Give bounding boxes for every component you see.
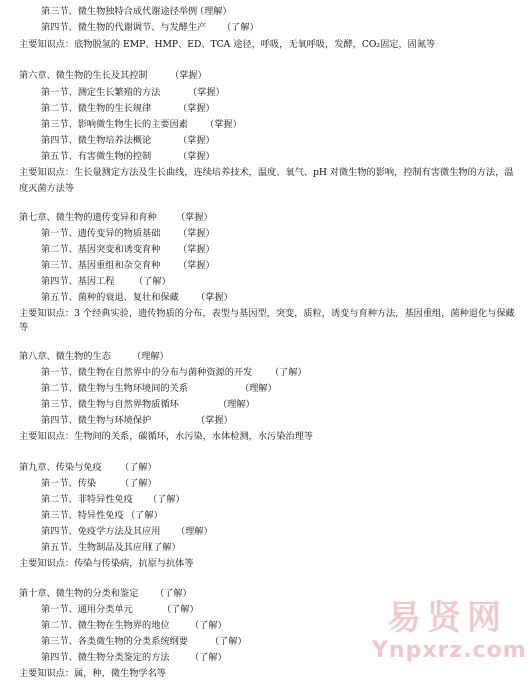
level-label: （了解） (148, 494, 185, 505)
line-text: 第一节、通用分类单元 (41, 604, 133, 615)
section-item (41, 542, 181, 554)
line-text: 主要知识点：生物间的关系，碳循环，水污染，水体检测，水污染治理等 (19, 431, 313, 442)
section-item (41, 383, 277, 395)
level-label: （了解） (144, 542, 181, 553)
section-item (41, 399, 255, 411)
line-text: 第四节、微生物分类鉴定的方法 (41, 652, 170, 663)
line-text: 第四节、微生物与环境保护 (41, 415, 152, 426)
line-text: 第一节、遗传变异的物质基础 (41, 228, 161, 239)
level-label: （掌握） (188, 87, 225, 98)
key-points (19, 39, 435, 51)
chapter-heading (19, 588, 192, 600)
level-label: （了解） (190, 620, 227, 631)
line-text: 第三节、特异性免疫 (41, 510, 124, 521)
line-text: 主要知识点：3 个经典实验，遗传物质的分布，表型与基因型，突变，质粒，诱变与育种方法，基因重组，菌种退化与保藏 (19, 308, 515, 319)
level-label: （掌握） (196, 292, 233, 303)
line-text: 第二节、微生物的生长规律 (41, 103, 152, 114)
key-points (19, 308, 515, 320)
line-text: 第三节、基因重组和杂交育种 (41, 260, 161, 271)
level-label: （了解） (162, 604, 199, 615)
line-text: 等 (19, 322, 29, 333)
level-label: （了解） (155, 588, 192, 599)
line-text: 第七章、微生物的遗传变异和育种 (19, 212, 157, 223)
section-item (41, 22, 259, 34)
line-text: 第一节、微生物在自然界中的分布与菌种资源的开发 (41, 367, 253, 378)
line-text: 第二节、基因突变和诱变育种 (41, 244, 161, 255)
level-label: （了解） (120, 462, 157, 473)
watermark-logo (372, 598, 527, 678)
section-item (41, 526, 213, 538)
key-points (19, 431, 313, 443)
line-text: 主要知识点：属，种，微生物学名等 (19, 668, 166, 679)
level-label: （了解） (134, 276, 171, 287)
level-label: （掌握） (178, 244, 215, 255)
section-item (41, 636, 247, 648)
watermark-cn: 易贤网 (387, 598, 507, 638)
level-label: （掌握） (178, 135, 215, 146)
watermark-en: Ynpxrz.com (372, 638, 527, 663)
section-item (41, 276, 171, 288)
section-item (41, 292, 233, 304)
line-text: 第五节、有害微生物的控制 (41, 151, 152, 162)
line-text: 第六章、微生物的生长及其控制 (19, 70, 148, 81)
line-text: 第十章、微生物的分类和鉴定 (19, 588, 139, 599)
chapter-heading (19, 351, 169, 363)
key-points-continued (19, 183, 74, 195)
line-text: 主要知识点：生长量测定方法及生长曲线，连续培养技术，温度、氧气、pH 对微生物的影响，控制有害微生物的方法，温 (19, 167, 514, 178)
key-points (19, 167, 514, 179)
level-label: （了解） (190, 652, 227, 663)
level-label: （掌握） (178, 260, 215, 271)
line-text: 第二节、非特异性免疫 (41, 494, 133, 505)
line-text: 第九章、传染与免疫 (19, 462, 102, 473)
line-text: 第四节、微生物培养法概论 (41, 135, 152, 146)
line-text: 第一节、传染 (41, 478, 97, 489)
line-text: 第八章、微生物的生态 (19, 351, 111, 362)
section-item (41, 135, 215, 147)
level-label: （了解） (126, 510, 163, 521)
level-label: （了解） (270, 367, 307, 378)
section-item (41, 604, 199, 616)
line-text: 主要知识点：底物脱氢的 EMP、HMP、ED、TCA 途径，呼吸，无氧呼吸，发酵，CO₂固定，固氮等 (19, 39, 436, 50)
line-text: 第二节、微生物在生物界的地位 (41, 620, 170, 631)
section-item (41, 415, 233, 427)
level-label: （掌握） (196, 415, 233, 426)
key-points (19, 668, 166, 680)
level-label: （掌握） (170, 70, 207, 81)
section-item (41, 6, 232, 18)
line-text: 第三节、微生物独特合成代谢途径举例 (41, 6, 198, 17)
line-text: 第一节、测定生长繁殖的方法 (41, 87, 161, 98)
line-text: 第五节、生物制品及其应用 (41, 542, 152, 553)
level-label: （掌握） (178, 151, 215, 162)
line-text: 第三节、微生物与自然界物质循环 (41, 399, 179, 410)
section-item (41, 510, 163, 522)
line-text: 主要知识点：传染与传染病，抗原与抗体等 (19, 558, 194, 569)
key-points (19, 558, 194, 570)
line-text: 第四节、微生物的代谢调节、与发酵生产 (41, 22, 207, 33)
level-label: （了解） (120, 478, 157, 489)
level-label: （理解） (195, 6, 232, 17)
level-label: （理解） (176, 526, 213, 537)
section-item (41, 228, 215, 240)
section-item (41, 119, 242, 131)
level-label: （掌握） (205, 119, 242, 130)
line-text: 第三节、各类微生物的分类系统纲要 (41, 636, 188, 647)
line-text: 第二节、微生物与生物环境间的关系 (41, 383, 188, 394)
section-item (41, 103, 215, 115)
key-points-continued (19, 322, 28, 334)
line-text: 第三节、影响微生物生长的主要因素 (41, 119, 188, 130)
level-label: （掌握） (178, 103, 215, 114)
line-text: 度灭菌方法等 (19, 183, 75, 194)
section-item (41, 478, 157, 490)
line-text: 第四节、基因工程 (41, 276, 115, 287)
section-item (41, 244, 215, 256)
level-label: （了解） (210, 636, 247, 647)
level-label: （理解） (132, 351, 169, 362)
section-item (41, 494, 185, 506)
line-text: 第五节、菌种的衰退、复壮和保藏 (41, 292, 179, 303)
chapter-heading (19, 212, 213, 224)
level-label: （掌握） (178, 228, 215, 239)
section-item (41, 260, 215, 272)
chapter-heading (19, 70, 207, 82)
level-label: （理解） (240, 383, 277, 394)
chapter-heading (19, 462, 157, 474)
section-item (41, 87, 225, 99)
section-item (41, 620, 227, 632)
level-label: （掌握） (176, 212, 213, 223)
level-label: （了解） (222, 22, 259, 33)
section-item (41, 367, 307, 379)
line-text: 第四节、免疫学方法及其应用 (41, 526, 161, 537)
level-label: （理解） (218, 399, 255, 410)
section-item (41, 652, 227, 664)
section-item (41, 151, 215, 163)
